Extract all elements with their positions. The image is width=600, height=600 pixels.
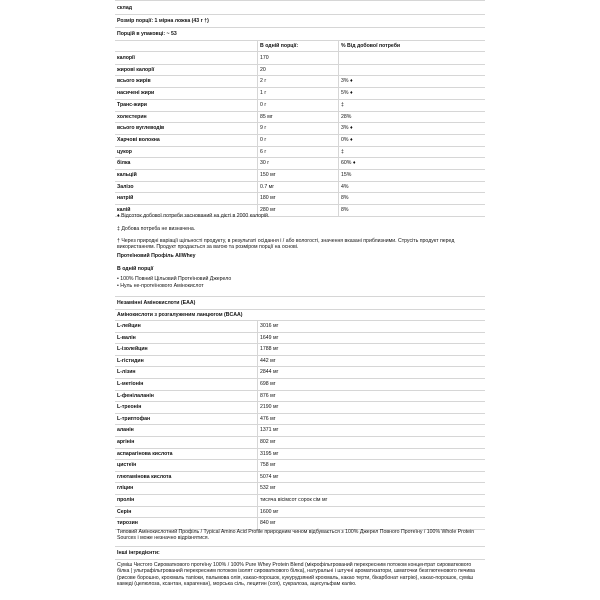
nutrient-daily-value: 8%: [341, 195, 349, 202]
amino-acid-amount: 1600 мг: [260, 508, 279, 515]
divider: [115, 99, 485, 100]
nutrient-name: калій: [117, 207, 131, 214]
note-variation: † Через природні варіації щільності продукту, в результаті осідання і / або вологості, значення вказані приблизними. Струсіть продукт перед використанням. Продукт продається за вагою та розміром порції на основі.: [117, 238, 455, 251]
ingredients-title: Інші інгредієнти:: [117, 550, 160, 556]
amino-acid-amount: 840 мг: [260, 520, 276, 527]
ingredients-text: Суміш Чистого Сироваткового протеїну 100% / 100% Pure Whey Protein Blend (мікрофільтрований перехресним потоком концентрат сироваткового білка | ультрафільтрований перехресним потоком ізолят сироваткового білка), натуральні і штучні ароматизатори, шматочки безглютенового печива (рисове борошно, крохмаль тапіоки, пальмова олія, какао-порошок, кукурудзяний крохмаль, какао терти, бікарбонат натрію), какао-порошок, суміш камеді (целюлоза, ксантан, карагенан), морська сіль, лецитин (соя), сукралоза, ацесульфам калію.: [117, 562, 475, 588]
nutrient-amount: 2 г: [260, 78, 267, 85]
divider: [115, 134, 485, 135]
divider: [115, 517, 485, 518]
divider: [115, 157, 485, 158]
amino-acid-name: гліцин: [117, 485, 134, 492]
nutrient-amount: 30 г: [260, 160, 270, 167]
divider: [115, 40, 485, 41]
amino-acid-amount: 1371 мг: [260, 427, 279, 434]
amino-profile-note: Типовий Амінокислотний Профіль / Typical Amino Acid Profile природним чином відбувається з 100% Джерел Повного Протеїну / 100% Whole Protein Sources і може незначно відрізнятися.: [117, 529, 475, 542]
nutrient-name: холестерин: [117, 113, 147, 120]
nutrient-amount: 20: [260, 66, 266, 73]
amino-acid-amount: 876 мг: [260, 392, 276, 399]
servings-per-container: Порцій в упаковці: ~ 53: [117, 31, 177, 37]
divider: [115, 494, 485, 495]
amino-acid-name: пролін: [117, 497, 135, 503]
divider: [115, 332, 485, 333]
column-divider: [338, 40, 339, 216]
amino-acid-name: L-гістидин: [117, 357, 144, 364]
divider: [115, 192, 485, 193]
amino-acid-name: L-триптофан: [117, 415, 151, 422]
divider: [115, 204, 485, 205]
protein-profile-title: Протеїновий Профіль AllWhey: [117, 253, 196, 259]
divider: [115, 366, 485, 367]
amino-acid-name: L-лізин: [117, 369, 136, 376]
nutrient-name: Залізо: [117, 183, 134, 190]
amino-acid-name: L-валін: [117, 334, 136, 341]
composition-label: склад: [117, 5, 133, 11]
divider: [115, 0, 485, 1]
divider: [115, 146, 485, 147]
amino-acid-amount: 532 мг: [260, 485, 276, 492]
amino-acid-amount: 758 мг: [260, 462, 276, 469]
divider: [115, 448, 485, 449]
nutrient-name: всього жирів: [117, 78, 151, 85]
note-not-established: ‡ Добова потреба не визначена.: [117, 226, 196, 232]
divider: [115, 51, 485, 52]
nutrient-daily-value: ‡: [341, 101, 344, 108]
amino-acid-amount: 1649 мг: [260, 334, 279, 341]
amino-acid-amount: 476 мг: [260, 415, 276, 422]
nutrient-daily-value: 3% ♦: [341, 78, 353, 85]
amino-acid-name: L-фенілаланін: [117, 392, 154, 399]
amino-acid-name: цистеїн: [117, 462, 137, 469]
amino-acid-name: аспарагінова кислота: [117, 450, 173, 457]
nutrient-name: кальцій: [117, 172, 137, 178]
nutrient-daily-value: 3% ♦: [341, 125, 353, 132]
nutrient-daily-value: 4%: [341, 183, 349, 190]
divider: [115, 64, 485, 65]
col-daily-value: % Від добової потреби: [341, 43, 401, 49]
nutrient-daily-value: 60% ♦: [341, 160, 356, 167]
amino-acid-name: L-лейцин: [117, 323, 141, 329]
nutrient-name: Транс-жири: [117, 101, 147, 108]
nutrient-amount: 6 г: [260, 148, 267, 155]
nutrient-amount: 85 мг: [260, 113, 273, 120]
serving-size: Розмір порції: 1 мірна ложка (43 г †): [117, 18, 209, 24]
amino-acid-name: глютамінова кислота: [117, 473, 172, 480]
amino-acid-name: L-ізолейцин: [117, 346, 148, 353]
amino-acid-amount: 1788 мг: [260, 346, 279, 353]
eaa-title: Незамінні Амінокислоти (EAA): [117, 300, 196, 306]
amino-acid-name: L-метіонін: [117, 381, 144, 387]
divider: [115, 296, 485, 297]
nutrient-amount: 0 г: [260, 101, 267, 108]
nutrient-name: насичені жири: [117, 90, 155, 97]
amino-acid-amount: 5074 мг: [260, 473, 279, 480]
divider: [115, 459, 485, 460]
nutrient-daily-value: 28%: [341, 113, 352, 120]
nutrient-name: білка: [117, 160, 131, 167]
divider: [115, 471, 485, 472]
divider: [115, 506, 485, 507]
divider: [115, 87, 485, 88]
divider: [115, 14, 485, 15]
amino-acid-name: Серін: [117, 508, 132, 515]
amino-acid-amount: тисяча вісімсот сорок сім мг: [260, 497, 328, 503]
nutrient-name: Харчові волокна: [117, 136, 160, 143]
nutrient-amount: 1 г: [260, 90, 267, 97]
amino-acid-amount: 3016 мг: [260, 323, 279, 329]
divider: [115, 390, 485, 391]
divider: [115, 169, 485, 170]
nutrient-amount: 9 г: [260, 125, 267, 132]
amino-acid-amount: 2844 мг: [260, 369, 279, 376]
divider: [115, 413, 485, 414]
nutrient-daily-value: ‡: [341, 148, 344, 155]
note-daily-value: ♦ Відсоток добової потреби заснований на дієті в 2000 калорій.: [117, 213, 270, 219]
amino-acid-amount: 802 мг: [260, 439, 276, 445]
amino-acid-name: тирозин: [117, 520, 138, 527]
divider: [115, 378, 485, 379]
nutrient-daily-value: 8%: [341, 207, 349, 214]
divider: [115, 320, 485, 321]
nutrient-name: жирові калорії: [117, 66, 155, 73]
amino-acid-amount: 2190 мг: [260, 404, 279, 411]
nutrient-amount: 0 г: [260, 136, 267, 143]
nutrient-name: натрій: [117, 195, 134, 202]
divider: [115, 122, 485, 123]
nutrient-amount: 280 мг: [260, 207, 276, 214]
divider: [115, 424, 485, 425]
divider: [115, 401, 485, 402]
amino-acid-amount: 442 мг: [260, 357, 276, 364]
divider: [115, 482, 485, 483]
nutrient-daily-value: 15%: [341, 172, 352, 178]
amino-acid-amount: 698 мг: [260, 381, 276, 387]
nutrient-amount: 180 мг: [260, 195, 276, 202]
per-serving-label: В одній порції: [117, 266, 154, 272]
bcaa-title: Амінокислоти з розгалуженим ланцюгом (BCAA): [117, 312, 243, 318]
nutrient-amount: 170: [260, 55, 269, 61]
column-divider: [257, 320, 258, 529]
divider: [115, 546, 485, 547]
column-divider: [257, 40, 258, 216]
divider: [115, 436, 485, 437]
amino-acid-name: аланін: [117, 427, 134, 434]
nutrient-daily-value: 0% ♦: [341, 136, 353, 143]
divider: [115, 75, 485, 76]
nutrient-name: калорії: [117, 55, 135, 61]
amino-acid-name: L-треонін: [117, 404, 142, 411]
nutrient-amount: 150 мг: [260, 172, 276, 178]
profile-bullet: • 100% Повний Цільовий Протеїновий Джерело: [117, 276, 232, 282]
divider: [115, 181, 485, 182]
divider: [115, 27, 485, 28]
col-per-serving: В одній порції:: [260, 43, 299, 49]
divider: [115, 309, 485, 310]
divider: [115, 355, 485, 356]
profile-bullet: • Нуль не-протеїнового Амінокислот: [117, 283, 204, 289]
nutrient-name: цукор: [117, 148, 132, 155]
amino-acid-amount: 3195 мг: [260, 450, 279, 457]
nutrient-daily-value: 5% ♦: [341, 90, 353, 97]
nutrient-amount: 0.7 мг: [260, 183, 275, 190]
divider: [115, 343, 485, 344]
divider: [115, 111, 485, 112]
amino-acid-name: аргінін: [117, 439, 135, 445]
divider: [115, 559, 485, 560]
nutrient-name: всього вуглеводів: [117, 125, 165, 132]
